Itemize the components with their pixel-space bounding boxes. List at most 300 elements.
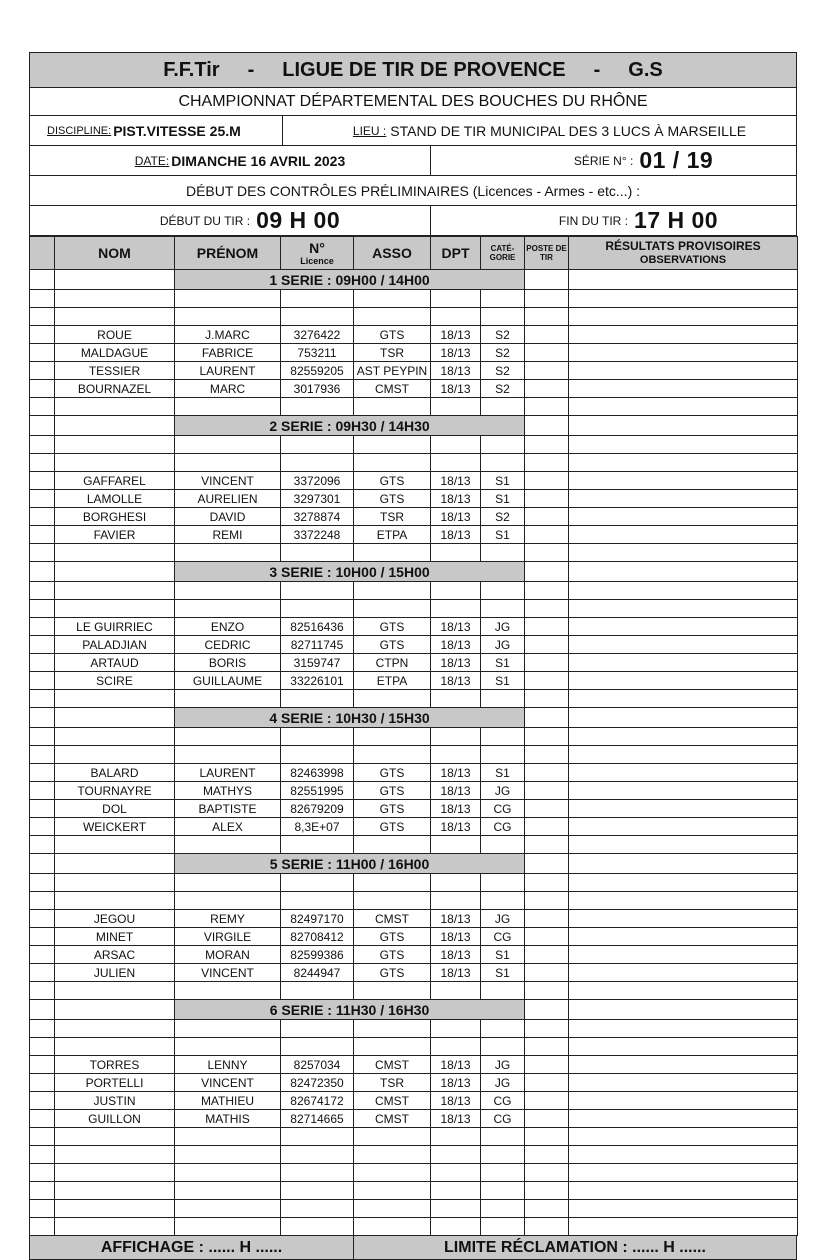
title-bar (29, 52, 797, 88)
empty-cell (569, 290, 798, 308)
shooter-asso: ETPA (354, 672, 431, 690)
empty-cell (354, 1020, 431, 1038)
row-index-cell (30, 910, 55, 928)
resultats-cell (569, 928, 798, 946)
row-index-cell (30, 782, 55, 800)
poste-cell (525, 1074, 569, 1092)
empty-cell (431, 1200, 481, 1218)
poste-cell (525, 1110, 569, 1128)
shooter-cat: S2 (481, 344, 525, 362)
shooter-nom: JEGOU (55, 910, 175, 928)
shooter-row (30, 508, 798, 526)
empty-cell (569, 1000, 798, 1020)
empty-cell (55, 1182, 175, 1200)
shooter-cat: S1 (481, 964, 525, 982)
empty-cell (55, 690, 175, 708)
empty-cell (431, 1128, 481, 1146)
shooter-asso: GTS (354, 618, 431, 636)
limite-text: LIMITE RÉCLAMATION : ...... H ...... (444, 1238, 706, 1256)
shooter-licence: 82679209 (281, 800, 354, 818)
shooter-cat: CG (481, 928, 525, 946)
shooter-cat: S1 (481, 672, 525, 690)
shooter-dpt: 18/13 (431, 782, 481, 800)
empty-cell (55, 854, 175, 874)
shooter-licence: 3159747 (281, 654, 354, 672)
empty-cell (525, 854, 569, 874)
row-index-cell (30, 508, 55, 526)
shooter-prenom: GUILLAUME (175, 672, 281, 690)
empty-cell (525, 582, 569, 600)
shooter-prenom: J.MARC (175, 326, 281, 344)
ligue-name: LIGUE DE TIR DE PROVENCE (282, 58, 566, 81)
empty-cell (431, 600, 481, 618)
empty-cell (30, 290, 55, 308)
empty-cell (175, 982, 281, 1000)
empty-cell (354, 1182, 431, 1200)
shooter-nom: WEICKERT (55, 818, 175, 836)
empty-cell (569, 746, 798, 764)
shooter-asso: CMST (354, 1110, 431, 1128)
empty-cell (569, 544, 798, 562)
row-index-cell (30, 636, 55, 654)
empty-cell (481, 982, 525, 1000)
empty-cell (481, 1182, 525, 1200)
empty-cell (481, 436, 525, 454)
shooter-prenom: VINCENT (175, 964, 281, 982)
empty-row (30, 398, 798, 416)
empty-cell (525, 746, 569, 764)
empty-cell (55, 562, 175, 582)
shooter-licence: 3276422 (281, 326, 354, 344)
empty-cell (281, 600, 354, 618)
empty-cell (281, 874, 354, 892)
serie-title: 3 SERIE : 10H00 / 15H00 (175, 562, 525, 582)
shooter-prenom: MARC (175, 380, 281, 398)
empty-row (30, 544, 798, 562)
serie-title: 1 SERIE : 09H00 / 14H00 (175, 270, 525, 290)
shooter-nom: TESSIER (55, 362, 175, 380)
poste-cell (525, 636, 569, 654)
empty-cell (431, 746, 481, 764)
empty-cell (481, 1146, 525, 1164)
shooter-dpt: 18/13 (431, 380, 481, 398)
empty-cell (525, 562, 569, 582)
poste-cell (525, 526, 569, 544)
empty-cell (354, 398, 431, 416)
shooter-dpt: 18/13 (431, 928, 481, 946)
resultats-cell (569, 362, 798, 380)
poste-cell (525, 928, 569, 946)
empty-row (30, 454, 798, 472)
shooter-row (30, 490, 798, 508)
empty-cell (55, 270, 175, 290)
empty-cell (525, 1218, 569, 1236)
empty-cell (525, 1038, 569, 1056)
shooter-row (30, 636, 798, 654)
empty-cell (55, 582, 175, 600)
poste-cell (525, 800, 569, 818)
shooter-row (30, 672, 798, 690)
empty-row (30, 1020, 798, 1038)
shooter-licence: 82516436 (281, 618, 354, 636)
shooter-cat: CG (481, 1110, 525, 1128)
empty-row (30, 982, 798, 1000)
empty-cell (431, 836, 481, 854)
discipline-cell (30, 116, 283, 145)
empty-row (30, 1164, 798, 1182)
empty-cell (55, 308, 175, 326)
empty-cell (55, 600, 175, 618)
empty-cell (30, 398, 55, 416)
affichage-cell (30, 1236, 354, 1259)
empty-cell (55, 1000, 175, 1020)
empty-cell (569, 836, 798, 854)
empty-cell (431, 1218, 481, 1236)
empty-cell (30, 1020, 55, 1038)
row-index-cell (30, 472, 55, 490)
shooter-cat: JG (481, 618, 525, 636)
shooter-asso: CTPN (354, 654, 431, 672)
shooters-table (29, 236, 798, 1236)
row-index-cell (30, 1110, 55, 1128)
empty-cell (30, 416, 55, 436)
debut-value: 09 H 00 (256, 207, 341, 233)
empty-cell (30, 270, 55, 290)
empty-cell (431, 982, 481, 1000)
poste-cell (525, 1056, 569, 1074)
lieu-cell (283, 116, 796, 145)
poste-cell (525, 326, 569, 344)
resultats-cell (569, 964, 798, 982)
serie-title: 2 SERIE : 09H30 / 14H30 (175, 416, 525, 436)
empty-cell (281, 1200, 354, 1218)
resultats-cell (569, 508, 798, 526)
empty-cell (354, 436, 431, 454)
empty-cell (55, 544, 175, 562)
empty-cell (525, 892, 569, 910)
empty-cell (30, 1218, 55, 1236)
poste-cell (525, 818, 569, 836)
empty-row (30, 836, 798, 854)
row-index-cell (30, 526, 55, 544)
shooter-row (30, 946, 798, 964)
empty-cell (281, 892, 354, 910)
empty-cell (431, 1182, 481, 1200)
empty-cell (354, 690, 431, 708)
empty-cell (175, 1200, 281, 1218)
empty-cell (175, 398, 281, 416)
poste-cell (525, 472, 569, 490)
empty-cell (431, 582, 481, 600)
shooter-asso: GTS (354, 636, 431, 654)
row-index-cell (30, 344, 55, 362)
shooter-nom: ARSAC (55, 946, 175, 964)
empty-cell (481, 1020, 525, 1038)
lieu-value: STAND DE TIR MUNICIPAL DES 3 LUCS À MARSEILLE (390, 122, 747, 139)
date-cell (30, 146, 431, 175)
title-separator: - (247, 58, 255, 81)
shooter-cat: S1 (481, 472, 525, 490)
resultats-cell (569, 654, 798, 672)
shooter-licence: 82714665 (281, 1110, 354, 1128)
shooter-nom: DOL (55, 800, 175, 818)
controls-row (29, 176, 797, 206)
empty-cell (55, 892, 175, 910)
shooter-nom: ROUE (55, 326, 175, 344)
empty-cell (481, 836, 525, 854)
empty-cell (431, 1038, 481, 1056)
empty-cell (281, 982, 354, 1000)
shooter-licence: 82711745 (281, 636, 354, 654)
table-body (30, 270, 798, 1236)
shooter-licence: 8257034 (281, 1056, 354, 1074)
empty-cell (175, 892, 281, 910)
empty-row (30, 290, 798, 308)
col-poste: POSTE DE TIR (525, 237, 569, 270)
empty-cell (281, 690, 354, 708)
shooter-cat: CG (481, 818, 525, 836)
shooter-nom: LAMOLLE (55, 490, 175, 508)
empty-cell (431, 690, 481, 708)
shooter-nom: PALADJIAN (55, 636, 175, 654)
empty-cell (175, 308, 281, 326)
empty-cell (30, 1000, 55, 1020)
shooter-licence: 82472350 (281, 1074, 354, 1092)
empty-cell (569, 562, 798, 582)
empty-cell (431, 308, 481, 326)
shooter-cat: CG (481, 1092, 525, 1110)
col-index (30, 237, 55, 270)
shooter-licence: 3372248 (281, 526, 354, 544)
empty-cell (55, 398, 175, 416)
discipline-value: PIST.VITESSE 25.M (113, 122, 241, 139)
shooter-dpt: 18/13 (431, 1056, 481, 1074)
resultats-cell (569, 380, 798, 398)
row-index-cell (30, 764, 55, 782)
empty-cell (281, 836, 354, 854)
footer-bar (29, 1236, 797, 1260)
poste-cell (525, 946, 569, 964)
shooter-licence: 82708412 (281, 928, 354, 946)
empty-cell (569, 1020, 798, 1038)
empty-cell (55, 416, 175, 436)
debut-label: DÉBUT DU TIR : (159, 213, 251, 228)
empty-cell (569, 892, 798, 910)
table-header (30, 237, 798, 270)
shooter-dpt: 18/13 (431, 818, 481, 836)
resultats-cell (569, 472, 798, 490)
shooter-prenom: MATHYS (175, 782, 281, 800)
row-index-cell (30, 490, 55, 508)
shooter-asso: GTS (354, 946, 431, 964)
row-index-cell (30, 928, 55, 946)
fin-cell (431, 206, 796, 235)
shooter-prenom: BORIS (175, 654, 281, 672)
date-label: DATE: (134, 153, 170, 168)
shooter-row (30, 910, 798, 928)
empty-cell (525, 308, 569, 326)
resultats-cell (569, 1110, 798, 1128)
discipline-label: DISCIPLINE: (47, 124, 112, 137)
shooter-cat: S1 (481, 490, 525, 508)
empty-row (30, 1038, 798, 1056)
empty-cell (569, 1182, 798, 1200)
poste-cell (525, 672, 569, 690)
empty-row (30, 892, 798, 910)
shooter-prenom: LAURENT (175, 362, 281, 380)
empty-cell (30, 308, 55, 326)
col-observations-label: OBSERVATIONS (639, 253, 727, 266)
shooter-licence: 3372096 (281, 472, 354, 490)
serie-title: 5 SERIE : 11H00 / 16H00 (175, 854, 525, 874)
shooter-dpt: 18/13 (431, 946, 481, 964)
empty-cell (30, 854, 55, 874)
empty-cell (354, 1200, 431, 1218)
shooter-dpt: 18/13 (431, 526, 481, 544)
empty-cell (55, 708, 175, 728)
col-resultats (569, 237, 798, 270)
shooter-asso: GTS (354, 782, 431, 800)
shooter-dpt: 18/13 (431, 1092, 481, 1110)
shooter-nom: GUILLON (55, 1110, 175, 1128)
shooter-row (30, 928, 798, 946)
shooter-dpt: 18/13 (431, 618, 481, 636)
empty-cell (525, 1020, 569, 1038)
empty-cell (525, 708, 569, 728)
empty-cell (175, 544, 281, 562)
row-index-cell (30, 1056, 55, 1074)
shooter-cat: JG (481, 1056, 525, 1074)
resultats-cell (569, 344, 798, 362)
empty-cell (431, 728, 481, 746)
row-index-cell (30, 1074, 55, 1092)
empty-cell (30, 836, 55, 854)
shooter-licence: 753211 (281, 344, 354, 362)
empty-cell (281, 308, 354, 326)
empty-cell (55, 746, 175, 764)
serie-header-row (30, 416, 798, 436)
col-licence-label: Licence (300, 256, 334, 266)
empty-cell (30, 454, 55, 472)
empty-cell (175, 1182, 281, 1200)
empty-cell (481, 600, 525, 618)
empty-cell (525, 874, 569, 892)
empty-cell (569, 436, 798, 454)
empty-cell (55, 1128, 175, 1146)
empty-cell (175, 1128, 281, 1146)
resultats-cell (569, 1092, 798, 1110)
resultats-cell (569, 764, 798, 782)
shooter-nom: TORRES (55, 1056, 175, 1074)
resultats-cell (569, 326, 798, 344)
limite-cell (354, 1236, 796, 1259)
shooter-licence: 82559205 (281, 362, 354, 380)
serie-header-row (30, 562, 798, 582)
shooter-prenom: VINCENT (175, 1074, 281, 1092)
shooter-dpt: 18/13 (431, 508, 481, 526)
shooter-row (30, 1056, 798, 1074)
empty-cell (30, 690, 55, 708)
shooter-row (30, 1074, 798, 1092)
shooter-row (30, 1092, 798, 1110)
shooter-nom: MINET (55, 928, 175, 946)
empty-cell (525, 1200, 569, 1218)
date-value: DIMANCHE 16 AVRIL 2023 (171, 152, 346, 169)
shooter-cat: S2 (481, 380, 525, 398)
empty-cell (525, 416, 569, 436)
empty-cell (55, 436, 175, 454)
col-categorie: CATÉ-GORIE (481, 237, 525, 270)
poste-cell (525, 910, 569, 928)
empty-cell (354, 308, 431, 326)
empty-cell (30, 982, 55, 1000)
poste-cell (525, 964, 569, 982)
shooter-dpt: 18/13 (431, 800, 481, 818)
empty-cell (525, 454, 569, 472)
shooter-row (30, 782, 798, 800)
empty-cell (569, 270, 798, 290)
shooter-nom: SCIRE (55, 672, 175, 690)
serie-header-row (30, 270, 798, 290)
shooter-cat: JG (481, 782, 525, 800)
shooter-dpt: 18/13 (431, 1074, 481, 1092)
empty-cell (30, 1182, 55, 1200)
empty-cell (175, 582, 281, 600)
empty-cell (525, 836, 569, 854)
empty-cell (175, 1020, 281, 1038)
empty-cell (175, 290, 281, 308)
shooter-asso: CMST (354, 910, 431, 928)
empty-cell (569, 600, 798, 618)
shooter-nom: JULIEN (55, 964, 175, 982)
resultats-cell (569, 800, 798, 818)
shooter-row (30, 800, 798, 818)
shooter-prenom: LENNY (175, 1056, 281, 1074)
empty-cell (431, 874, 481, 892)
empty-cell (281, 1128, 354, 1146)
empty-cell (569, 454, 798, 472)
empty-cell (569, 982, 798, 1000)
discipline-row (29, 116, 797, 146)
empty-cell (525, 270, 569, 290)
shooter-dpt: 18/13 (431, 764, 481, 782)
row-index-cell (30, 654, 55, 672)
shooter-prenom: ALEX (175, 818, 281, 836)
col-dpt: DPT (431, 237, 481, 270)
shooter-licence: 33226101 (281, 672, 354, 690)
debut-cell (30, 206, 431, 235)
shooter-row (30, 764, 798, 782)
empty-row (30, 582, 798, 600)
lieu-label: LIEU : (352, 123, 387, 138)
empty-row (30, 1182, 798, 1200)
resultats-cell (569, 618, 798, 636)
poste-cell (525, 618, 569, 636)
empty-cell (30, 1038, 55, 1056)
shooter-row (30, 964, 798, 982)
empty-cell (281, 1182, 354, 1200)
resultats-cell (569, 910, 798, 928)
shooter-cat: S2 (481, 508, 525, 526)
shooter-cat: S1 (481, 654, 525, 672)
empty-cell (481, 1218, 525, 1236)
empty-cell (175, 454, 281, 472)
empty-cell (175, 836, 281, 854)
empty-cell (481, 1038, 525, 1056)
empty-cell (569, 1218, 798, 1236)
empty-cell (569, 398, 798, 416)
empty-cell (30, 436, 55, 454)
